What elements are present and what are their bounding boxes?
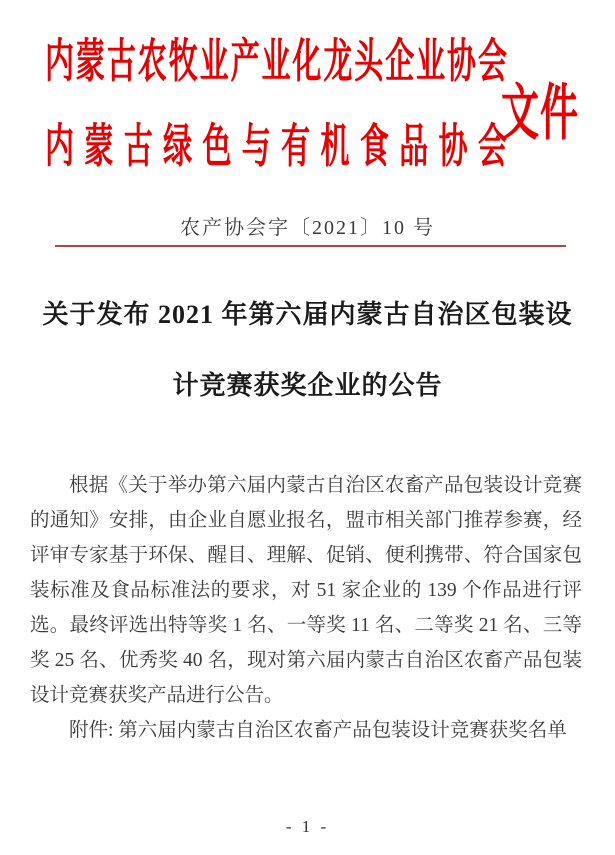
body-text — [30, 468, 582, 748]
body-paragraph-line: 设计竞赛获奖产品进行公告。 — [30, 685, 284, 706]
doc-number: 农产协会字〔2021〕10 号 — [180, 217, 435, 239]
body-paragraph-line: 选。最终评选出特等奖 1 名、一等奖 11 名、二等奖 21 名、三等 — [30, 615, 582, 636]
doc-title-line2: 计竞赛获奖企业的公告 — [172, 371, 443, 400]
body-paragraph-line: 评审专家基于环保、醒目、理解、促销、便利携带、符合国家包 — [30, 545, 582, 566]
page-number: - 1 - — [285, 817, 330, 836]
body-paragraph-line: 装标准及食品标准法的要求，对 51 家企业的 139 个作品进行评 — [30, 580, 582, 601]
org-name-secondary: 内蒙古绿色与有机食品协会 — [45, 121, 507, 173]
org-name-primary: 内蒙古农牧业产业化龙头企业协会 — [45, 36, 507, 88]
attachment-line: 附件: 第六届内蒙古自治区农畜产品包装设计竞赛获奖名单 — [69, 720, 567, 741]
red-divider — [55, 245, 566, 247]
doc-type-label: 文件 — [501, 80, 580, 148]
doc-title-line1: 关于发布 2021 年第六届内蒙古自治区包装设 — [42, 300, 573, 329]
body-paragraph-line: 的通知》安排，由企业自愿业报名，盟市相关部门推荐参赛，经 — [30, 510, 582, 531]
body-paragraph-line: 根据《关于举办第六届内蒙古自治区农畜产品包装设计竞赛 — [69, 475, 582, 496]
body-paragraph-line: 奖 25 名、优秀奖 40 名，现对第六届内蒙古自治区农畜产品包装 — [30, 650, 582, 671]
